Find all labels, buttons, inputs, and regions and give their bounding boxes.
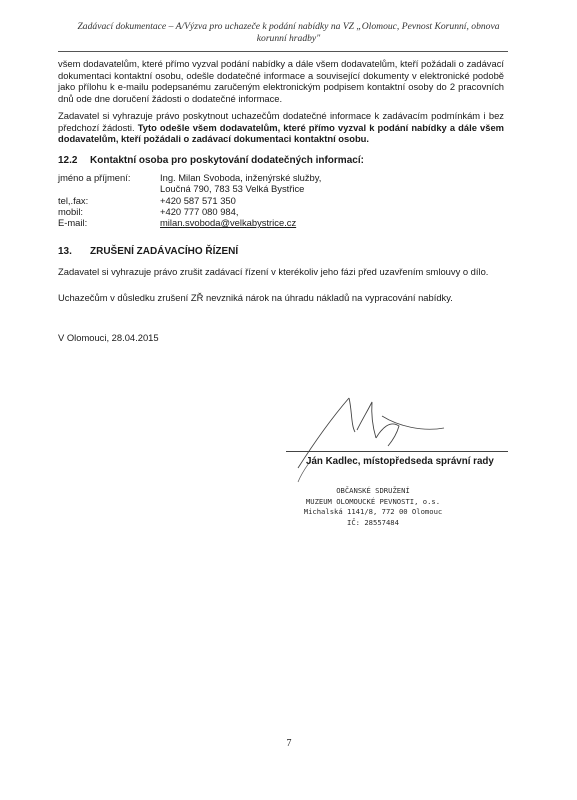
place-and-date: V Olomouci, 28.04.2015 — [58, 332, 159, 343]
contact-email-link[interactable]: milan.svoboda@velkabystrice.cz — [160, 217, 297, 228]
stamp-line-3: Michalská 1141/8, 772 00 Olomouc — [303, 507, 443, 517]
paragraph-dodatecne-informace: všem dodavatelům, které přímo vyzval podání nabídky a dále všem dodavatelům, kteří požádali o zadávací dokumentaci kontaktní osobu, odešle dodatečné informace a související dokumenty v elektronické podobě jako přílohu k e-mailu podepsanému zaručeným elektronickým podpisem kontaktní osoby do 2 pracovních dnů ode dne doručení žádosti o dodatečné informace. — [58, 58, 504, 104]
paragraph-zruseni: Zadavatel si vyhrazuje právo zrušit zadávací řízení v kterékoliv jeho fázi před uzavřením smlouvy o dílo. — [58, 266, 489, 277]
contact-email-label: E-mail: — [58, 217, 88, 228]
signer-name: Ján Kadlec, místopředseda správní rady — [306, 456, 494, 467]
stamp-line-4: IČ: 28557484 — [347, 517, 399, 527]
section-title: Kontaktní osoba pro poskytování dodatečných informací: — [90, 155, 364, 166]
section-title: ZRUŠENÍ ZADÁVACÍHO ŘÍZENÍ — [90, 246, 239, 257]
signature-line — [286, 451, 508, 452]
contact-address-value: Loučná 790, 783 53 Velká Bystřice — [160, 183, 305, 194]
paragraph-naroky: Uchazečům v důsledku zrušení ZŘ nevzniká nárok na úhradu nákladů na vypracování nabídky. — [58, 292, 453, 303]
organization-stamp — [302, 486, 444, 528]
stamp-line-2: MUZEUM OLOMOUCKÉ PEVNOSTI, o.s. — [305, 496, 441, 506]
contact-telfax-value: +420 587 571 350 — [160, 195, 236, 206]
contact-telfax-label: tel,.fax: — [58, 195, 89, 206]
stamp-line-1: OBČANSKÉ SDRUŽENÍ — [336, 486, 410, 495]
section-number: 12.2 — [58, 155, 78, 166]
paragraph-bold-text: Tyto odešle všem dodavatelům, které přímo vyzval k podání nabídky a dále všem dodavatelům, kteří požádali o zadávací dokumentaci kontaktní osobu. — [58, 121, 505, 145]
header-line-2: korunní hradby" — [256, 33, 321, 44]
paragraph-normal-text: Zadavatel si vyhrazuje právo poskytnout uchazečům dodatečné informace k zadávacím podmínkám i bez předchozí žádosti. — [58, 110, 504, 133]
contact-name-value: Ing. Milan Svoboda, inženýrské služby, — [160, 172, 322, 183]
page-number: 7 — [286, 738, 292, 749]
contact-mobile-value: +420 777 080 984, — [160, 206, 239, 217]
section-number: 13. — [58, 246, 72, 257]
contact-name-label: jméno a příjmení: — [58, 172, 131, 183]
header-line-1: Zadávací dokumentace – A/Výzva pro uchazeče k podání nabídky na VZ „Olomouc, Pevnost Korunní, obnova — [77, 21, 500, 32]
contact-mobile-label: mobil: — [58, 206, 84, 217]
